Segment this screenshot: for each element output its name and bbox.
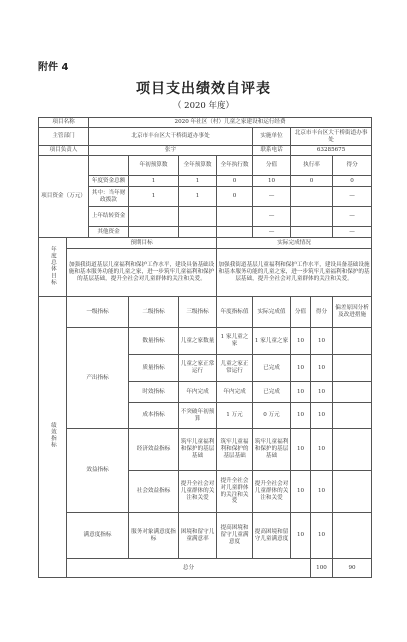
level2-cell: 时效指标 — [129, 382, 179, 403]
funds-cell: 10 — [253, 176, 291, 187]
funds-header-3: 分值 — [253, 156, 291, 176]
funds-cell — [291, 227, 333, 238]
actual-cell: 筑牢儿童福利和保护的基层基础 — [253, 429, 291, 471]
funds-header-4: 执行率 — [291, 156, 333, 176]
note-cell — [333, 328, 372, 355]
expected-goal-header: 预期目标 — [67, 238, 217, 249]
indicators-section-label: 绩效指标 — [39, 297, 67, 578]
funds-section-label: 项目资金（万元） — [39, 156, 89, 238]
total-got: 90 — [333, 559, 372, 578]
note-cell — [333, 403, 372, 429]
total-label: 总分 — [67, 559, 311, 578]
impl-value: 北京市丰台区大干桥街道办事处 — [291, 128, 372, 146]
self-evaluation-table — [38, 117, 372, 578]
level2-cell: 质量指标 — [129, 355, 179, 382]
level3-cell: 筑牢儿童福利和保护的基层基础 — [179, 429, 217, 471]
score-cell: 10 — [291, 355, 311, 382]
indicator-header-level1: 一级指标 — [67, 297, 129, 328]
actual-cell: 已完成 — [253, 355, 291, 382]
attachment-label: 附件 4 — [38, 62, 69, 73]
funds-cell: 0 — [333, 176, 372, 187]
funds-header-5: 得分 — [333, 156, 372, 176]
level2-cell: 数量指标 — [129, 328, 179, 355]
report-year: （ 2020 年度） — [172, 101, 235, 111]
actual-cell: 1 家儿童之家 — [253, 328, 291, 355]
note-cell — [333, 382, 372, 403]
indicator-header-level2: 二级指标 — [129, 297, 179, 328]
level3-cell: 提升全社会对儿童群体的关注和关爱 — [179, 471, 217, 513]
phone-value: 63285675 — [291, 146, 372, 156]
target-cell: 1 万元 — [217, 403, 253, 429]
level2-cell: 社会效益指标 — [129, 471, 179, 513]
score-cell: 10 — [291, 429, 311, 471]
level2-cell: 服务对象满意度指标 — [129, 513, 179, 559]
goals-section-label: 年度总体目标 — [39, 238, 67, 297]
got-cell: 10 — [311, 403, 333, 429]
level3-cell: 儿童之家数量 — [179, 328, 217, 355]
score-cell: 10 — [291, 328, 311, 355]
funds-cell: — — [333, 227, 372, 238]
funds-cell: 0 — [217, 176, 253, 187]
funds-cell — [129, 207, 179, 227]
actual-result-text: 加强我街道基层儿童福利和保护工作水平，建设具备基础设施和基本服务功能的儿童之家，进一步筑牢儿童福利和保护的基层基础，提升全社会对儿童群体的关注和关爱。 — [217, 249, 372, 297]
indicator-header-level3: 三级指标 — [179, 297, 217, 328]
target-cell: 儿童之家正常运行 — [217, 355, 253, 382]
funds-header-2: 全年执行数 — [217, 156, 253, 176]
got-cell: 10 — [311, 471, 333, 513]
note-cell — [333, 355, 372, 382]
level3-cell: 年内完成 — [179, 382, 217, 403]
level3-cell: 不突破年初预算 — [179, 403, 217, 429]
funds-header-1: 全年预算数 — [179, 156, 217, 176]
page-title: 项目支出绩效自评表 — [136, 81, 271, 97]
indicator-header-actual: 实际完成值 — [253, 297, 291, 328]
funds-cell: 1 — [179, 187, 217, 207]
total-score: 100 — [311, 559, 333, 578]
note-cell — [333, 513, 372, 559]
funds-row-label: 年度资金总额 — [89, 176, 129, 187]
note-cell — [333, 429, 372, 471]
funds-cell: — — [253, 227, 291, 238]
target-cell: 1 家儿童之家 — [217, 328, 253, 355]
funds-cell — [129, 227, 179, 238]
level1-benefit: 效益指标 — [67, 429, 129, 513]
indicator-header-got: 得分 — [311, 297, 333, 328]
dept-value: 北京市丰台区大干桥街道办事处 — [89, 128, 253, 146]
leader-label: 项目负责人 — [39, 146, 89, 156]
level1-output: 产出指标 — [67, 328, 129, 429]
funds-cell — [217, 207, 253, 227]
funds-cell: 0 — [217, 187, 253, 207]
level3-cell: 儿童之家正常运行 — [179, 355, 217, 382]
level1-satisfaction: 满意度指标 — [67, 513, 129, 559]
funds-row-label: 其中：当年财政拨款 — [89, 187, 129, 207]
got-cell: 10 — [311, 328, 333, 355]
level2-cell: 经济效益指标 — [129, 429, 179, 471]
funds-header-blank — [89, 156, 129, 176]
funds-cell — [179, 207, 217, 227]
score-cell: 10 — [291, 513, 311, 559]
indicator-header-score: 分值 — [291, 297, 311, 328]
got-cell: 10 — [311, 429, 333, 471]
funds-row-label: 其他资金 — [89, 227, 129, 238]
funds-cell — [291, 207, 333, 227]
phone-label: 联系电话 — [253, 146, 291, 156]
funds-cell: 1 — [129, 187, 179, 207]
funds-cell: — — [253, 187, 291, 207]
target-cell: 年内完成 — [217, 382, 253, 403]
funds-cell — [217, 227, 253, 238]
actual-cell: 提升全社会对儿童群体的关注和关爱 — [253, 471, 291, 513]
got-cell: 10 — [311, 382, 333, 403]
got-cell: 10 — [311, 513, 333, 559]
funds-cell — [179, 227, 217, 238]
actual-cell: 0 万元 — [253, 403, 291, 429]
indicator-header-target: 年度指标值 — [217, 297, 253, 328]
funds-cell: — — [253, 207, 291, 227]
actual-cell: 提高困境和留守儿童满意度 — [253, 513, 291, 559]
impl-label: 实施单位 — [253, 128, 291, 146]
actual-result-header: 实际完成情况 — [217, 238, 372, 249]
note-cell — [333, 471, 372, 513]
funds-cell: — — [333, 207, 372, 227]
funds-cell: 0 — [291, 176, 333, 187]
project-name-value: 2020 年社区（村）儿童之家建设和运行经费 — [89, 118, 372, 128]
funds-cell: 1 — [129, 176, 179, 187]
funds-header-0: 年初预算数 — [129, 156, 179, 176]
funds-cell — [291, 187, 333, 207]
funds-cell: — — [333, 187, 372, 207]
expected-goal-text: 加强我街道基层儿童福利和保护工作水平，建设具备基础设施和基本服务功能的儿童之家，进一步筑牢儿童福利和保护的基层基础，提升全社会对儿童群体的关注和关爱。 — [67, 249, 217, 297]
actual-cell: 已完成 — [253, 382, 291, 403]
leader-value: 张宇 — [89, 146, 253, 156]
score-cell: 10 — [291, 471, 311, 513]
score-cell: 10 — [291, 403, 311, 429]
level3-cell: 困境和留守儿童满意率 — [179, 513, 217, 559]
dept-label: 主管部门 — [39, 128, 89, 146]
project-name-label: 项目名称 — [39, 118, 89, 128]
target-cell: 提高困境和留守儿童满意度 — [217, 513, 253, 559]
level2-cell: 成本指标 — [129, 403, 179, 429]
target-cell: 提升全社会对儿童群体的关注和关爱 — [217, 471, 253, 513]
funds-cell: 1 — [179, 176, 217, 187]
score-cell: 10 — [291, 382, 311, 403]
funds-row-label: 上年结转资金 — [89, 207, 129, 227]
indicator-header-note: 偏差原因分析及改进措施 — [333, 297, 372, 328]
got-cell: 10 — [311, 355, 333, 382]
target-cell: 筑牢儿童福利和保护的基层基础 — [217, 429, 253, 471]
